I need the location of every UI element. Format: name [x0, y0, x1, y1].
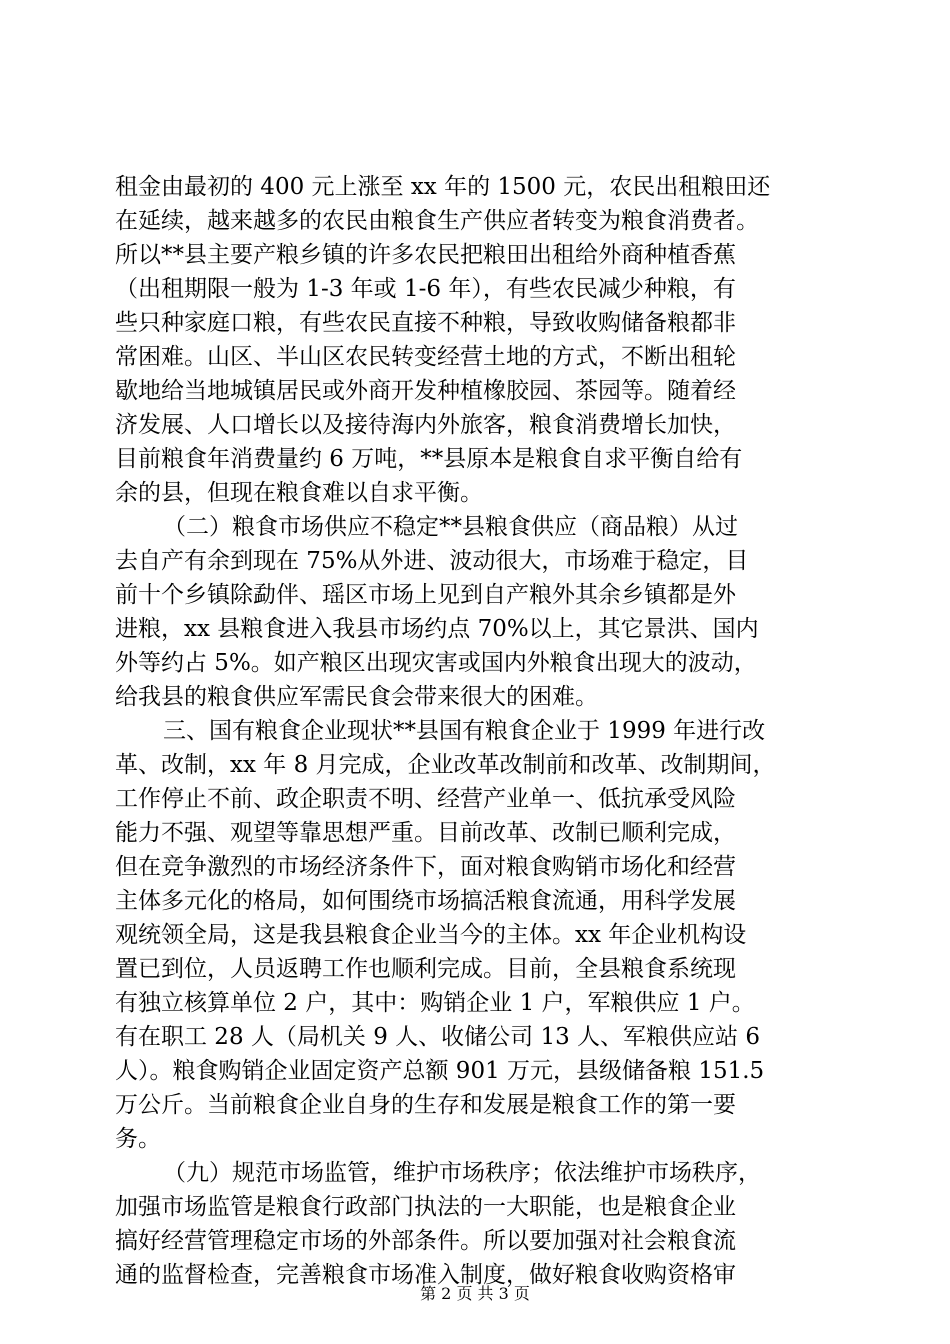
text-line: 万公斤。当前粮食企业自身的生存和发展是粮食工作的第一要 — [115, 1092, 736, 1118]
text-line: 革、改制，xx 年 8 月完成，企业改革改制前和改革、改制期间， — [115, 752, 776, 778]
text-line: 置已到位，人员返聘工作也顺利完成。目前，全县粮食系统现 — [115, 956, 736, 982]
text-line: 去自产有余到现在 75%从外进、波动很大，市场难于稳定，目 — [115, 548, 749, 574]
text-line: 通的监督检查，完善粮食市场准入制度，做好粮食收购资格审 — [115, 1262, 736, 1288]
text-line: 前十个乡镇除勐伴、瑶区市场上见到自产粮外其余乡镇都是外 — [115, 582, 736, 608]
text-line: 济发展、人口增长以及接待海内外旅客，粮食消费增长加快， — [115, 412, 736, 438]
text-line: 工作停止不前、政企职责不明、经营产业单一、低抗承受风险 — [115, 786, 736, 812]
text-line: 在延续，越来越多的农民由粮食生产供应者转变为粮食消费者。 — [115, 208, 759, 234]
text-line: 些只种家庭口粮，有些农民直接不种粮，导致收购储备粮都非 — [115, 310, 736, 336]
text-line: 外等约占 5%。如产粮区出现灾害或国内外粮食出现大的波动， — [115, 650, 757, 676]
text-line: 有在职工 28 人（局机关 9 人、收储公司 13 人、军粮供应站 6 — [115, 1024, 760, 1050]
text-line: 给我县的粮食供应军需民食会带来很大的困难。 — [115, 684, 598, 710]
text-line: 三、国有粮食企业现状**县国有粮食企业于 1999 年进行改 — [163, 718, 766, 744]
page-footer: 第 2 页 共 3 页 — [420, 1284, 530, 1303]
text-line: 进粮，xx 县粮食进入我县市场约点 70%以上，其它景洪、国内 — [115, 616, 759, 642]
text-line: 搞好经营管理稳定市场的外部条件。所以要加强对社会粮食流 — [115, 1228, 736, 1254]
text-line: 目前粮食年消费量约 6 万吨，**县原本是粮食自求平衡自给有 — [115, 446, 743, 472]
text-line: 观统领全局，这是我县粮食企业当今的主体。xx 年企业机构设 — [115, 922, 747, 948]
text-line: 租金由最初的 400 元上涨至 xx 年的 1500 元，农民出租粮田还 — [115, 174, 771, 200]
text-line: 常困难。山区、半山区农民转变经营土地的方式，不断出租轮 — [115, 344, 736, 370]
text-line: 歇地给当地城镇居民或外商开发种植橡胶园、茶园等。随着经 — [115, 378, 736, 404]
text-line: 所以**县主要产粮乡镇的许多农民把粮田出租给外商种植香蕉 — [115, 242, 736, 268]
text-line: 有独立核算单位 2 户，其中：购销企业 1 户，军粮供应 1 户。 — [115, 990, 755, 1016]
text-line: 加强市场监管是粮食行政部门执法的一大职能，也是粮食企业 — [115, 1194, 736, 1220]
document-body — [115, 170, 840, 1292]
text-line: 但在竞争激烈的市场经济条件下，面对粮食购销市场化和经营 — [115, 854, 736, 880]
text-line: （二）粮食市场供应不稳定**县粮食供应（商品粮）从过 — [163, 514, 738, 540]
text-line: 能力不强、观望等靠思想严重。目前改革、改制已顺利完成， — [115, 820, 736, 846]
text-line: 余的县，但现在粮食难以自求平衡。 — [115, 480, 483, 506]
text-line: 人）。粮食购销企业固定资产总额 901 万元，县级储备粮 151.5 — [115, 1058, 765, 1084]
text-line: 务。 — [115, 1126, 161, 1152]
text-line: （出租期限一般为 1-3 年或 1-6 年），有些农民减少种粮，有 — [115, 276, 736, 302]
text-line: （九）规范市场监管，维护市场秩序；依法维护市场秩序， — [163, 1160, 761, 1186]
text-line: 主体多元化的格局，如何围绕市场搞活粮食流通，用科学发展 — [115, 888, 736, 914]
